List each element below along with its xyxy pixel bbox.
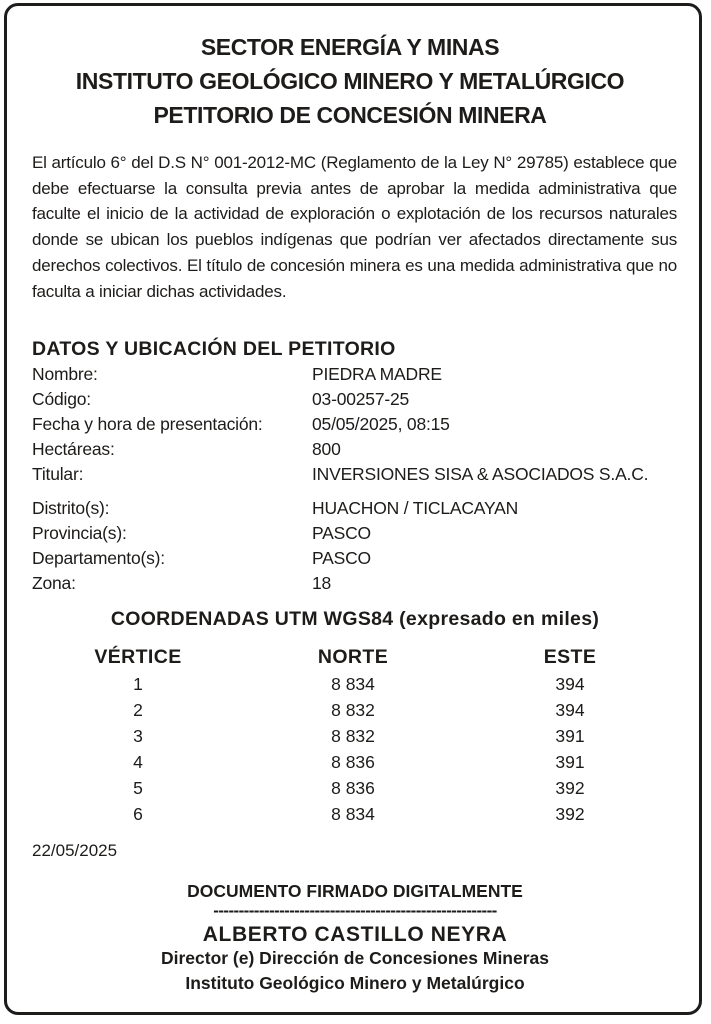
datos-value: PIEDRA MADRE	[312, 364, 442, 384]
coordenadas-title: COORDENADAS UTM WGS84 (expresado en miles)	[110, 608, 600, 630]
cell-norte: 8 832	[331, 726, 375, 746]
datos-label: Provincia(s):	[32, 523, 127, 543]
signer-institution: Instituto Geológico Minero y Metalúrgico	[185, 973, 525, 993]
datos-value: 800	[312, 439, 341, 459]
publication-date: 22/05/2025	[32, 841, 118, 860]
cell-vertice: 6	[133, 804, 143, 824]
cell-este: 391	[555, 752, 585, 772]
datos-value: INVERSIONES SISA & ASOCIADOS S.A.C.	[312, 464, 649, 484]
datos-label: Titular:	[32, 464, 84, 484]
datos-label: Departamento(s):	[32, 548, 165, 568]
header-petition: PETITORIO DE CONCESIÓN MINERA	[153, 102, 547, 128]
datos-label: Nombre:	[32, 364, 98, 384]
cell-norte: 8 836	[331, 778, 375, 798]
cell-vertice: 3	[133, 726, 143, 746]
datos-label: Hectáreas:	[32, 439, 115, 459]
header-sector: SECTOR ENERGÍA Y MINAS	[200, 34, 500, 60]
datos-title: DATOS Y UBICACIÓN DEL PETITORIO	[32, 338, 396, 360]
cell-vertice: 4	[133, 752, 143, 772]
signed-digitally-label: DOCUMENTO FIRMADO DIGITALMENTE	[187, 881, 523, 901]
signer-name: ALBERTO CASTILLO NEYRA	[202, 923, 508, 946]
cell-este: 394	[555, 674, 585, 694]
signature-divider: --------------------------------------------------------	[213, 901, 497, 920]
col-header-norte: NORTE	[317, 646, 389, 668]
datos-label: Zona:	[32, 573, 76, 593]
cell-este: 392	[555, 778, 585, 798]
cell-este: 394	[555, 700, 585, 720]
cell-norte: 8 836	[331, 752, 375, 772]
datos-value: PASCO	[312, 548, 371, 568]
cell-este: 392	[555, 804, 585, 824]
cell-vertice: 5	[133, 778, 143, 798]
datos-value: 18	[312, 573, 332, 593]
header-institute: INSTITUTO GEOLÓGICO MINERO Y METALÚRGICO	[75, 68, 625, 94]
datos-label: Fecha y hora de presentación:	[32, 414, 263, 434]
intro-paragraph: El artículo 6° del D.S N° 001-2012-MC (Reglamento de la Ley N° 29785) establece que debe efectuarse la consulta previa antes de aprobar la medida administrativa que faculte el inicio de la actividad de exploración o explotación de los recursos naturales donde se ubican los pueblos indígenas que podrían ver afectados directamente sus derechos colectivos. El título de concesión minera es una medida administrativa que no faculta a iniciar dichas actividades.	[32, 153, 677, 301]
datos-value: 03-00257-25	[312, 389, 410, 409]
datos-value: PASCO	[312, 523, 371, 543]
datos-label: Distrito(s):	[32, 498, 110, 518]
col-header-vertice: VÉRTICE	[94, 646, 182, 668]
datos-value: 05/05/2025, 08:15	[312, 414, 450, 434]
cell-norte: 8 834	[331, 674, 375, 694]
datos-value: HUACHON / TICLACAYAN	[312, 498, 519, 518]
cell-vertice: 1	[133, 674, 143, 694]
col-header-este: ESTE	[543, 646, 597, 668]
cell-vertice: 2	[133, 700, 143, 720]
cell-norte: 8 834	[331, 804, 375, 824]
cell-norte: 8 832	[331, 700, 375, 720]
cell-este: 391	[555, 726, 585, 746]
signer-role: Director (e) Dirección de Concesiones Mineras	[160, 948, 550, 968]
datos-label: Código:	[32, 389, 91, 409]
